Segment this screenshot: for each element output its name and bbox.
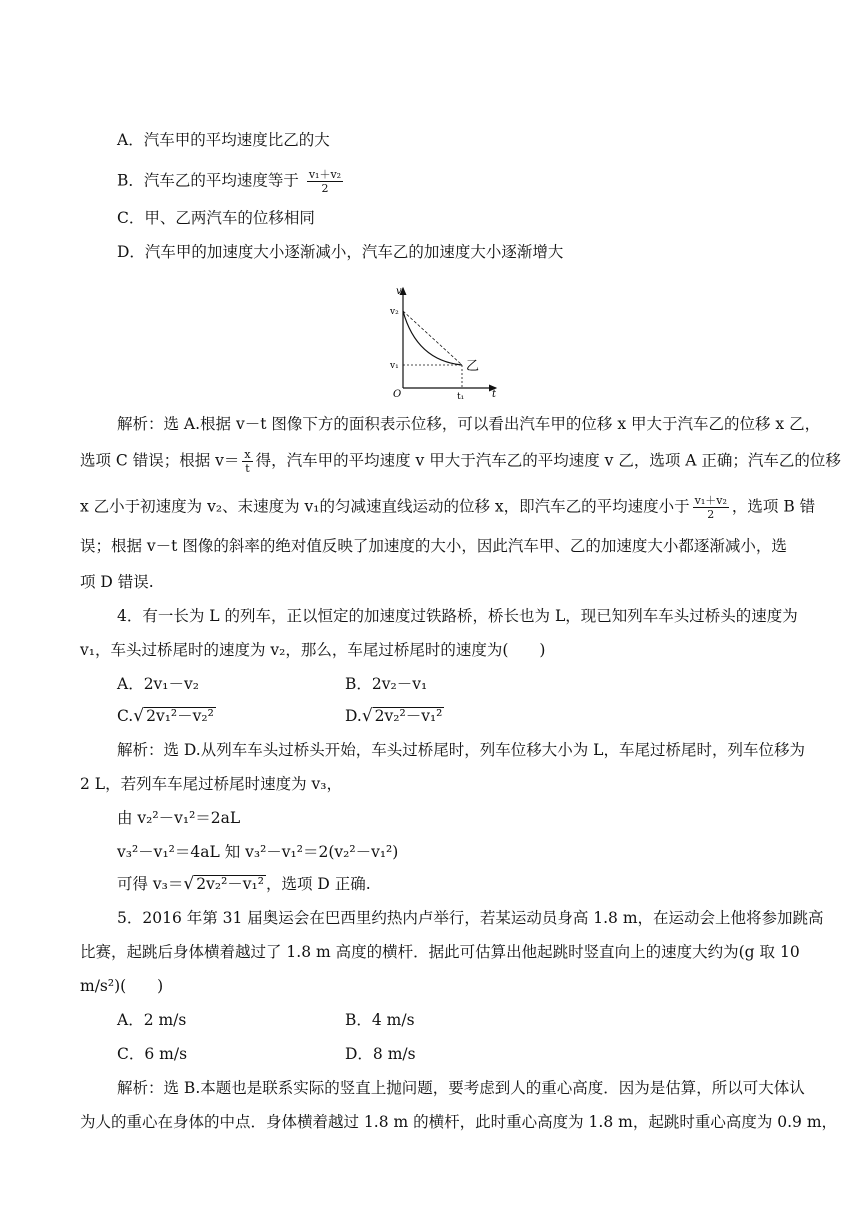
- sqrt-icon: √: [361, 706, 373, 726]
- q4-equation-2: v₃²－v₁²＝4aL 知 v₃²－v₁²＝2(v₂²－v₁²): [117, 843, 399, 861]
- option-letter: D.: [345, 707, 362, 725]
- fraction-denominator: 2: [321, 182, 329, 195]
- q3-option-b-fraction: [307, 168, 343, 195]
- q3-option-b: [117, 168, 346, 195]
- sqrt-icon: √: [133, 706, 145, 726]
- analysis-text: x 乙小于初速度为 v₂、末速度为 v₁的匀减速直线运动的位移 x，即汽车乙的平均速度小于: [80, 497, 690, 516]
- fraction-numerator: v₁＋v₂: [308, 168, 342, 181]
- origin-label: O: [393, 389, 402, 400]
- v2-label: v₂: [390, 307, 399, 317]
- q3-option-a: A．汽车甲的平均速度比乙的大: [117, 131, 330, 149]
- q3-analysis-line-4: 误；根据 v－t 图像的斜率的绝对值反映了加速度的大小，因此汽车甲、乙的加速度大小都逐渐减小，选: [80, 537, 787, 555]
- sqrt-radicand: 2v₁²－v₂²: [146, 707, 214, 725]
- jia-line: [403, 311, 462, 365]
- x-over-t-fraction: [242, 448, 252, 475]
- q5-analysis-line-1: 解析：选 B.本题也是联系实际的竖直上抛问题，要考虑到人的重心高度．因为是估算，所以可大体认: [117, 1079, 805, 1097]
- q4-option-b: B．2v₂－v₁: [345, 675, 428, 693]
- q3-analysis-line-3: [80, 494, 815, 521]
- q3-analysis-line-2: [80, 448, 841, 475]
- q4-analysis-line-2: 2 L，若列车车尾过桥尾时速度为 v₃，: [80, 775, 342, 793]
- v1-label: v₁: [390, 361, 399, 371]
- v-axis-label: v: [396, 286, 402, 297]
- q4-stem-line-1: 4．有一长为 L 的列车，正以恒定的加速度过铁路桥，桥长也为 L，现已知列车车头过桥头的速度为: [117, 607, 798, 625]
- fraction-denominator: 2: [707, 508, 715, 521]
- equation-text: 可得 v₃＝: [117, 875, 184, 893]
- q5-stem-line-3: m/s²)( ): [80, 977, 164, 995]
- analysis-text: ，选项 B 错: [731, 497, 816, 516]
- fraction-numerator: x: [244, 448, 251, 461]
- q5-option-b: B．4 m/s: [345, 1011, 415, 1029]
- q4-option-d: [345, 706, 444, 726]
- q5-option-a: A．2 m/s: [117, 1011, 187, 1029]
- analysis-text: 选项 C 错误；根据 v＝: [80, 451, 240, 470]
- q5-option-c: C．6 m/s: [117, 1045, 188, 1063]
- sqrt-icon: √: [183, 874, 195, 894]
- q4-equation-1: 由 v₂²－v₁²＝2aL: [117, 809, 241, 827]
- analysis-text: 得，汽车甲的平均速度 v 甲大于汽车乙的平均速度 v 乙，选项 A 正确；汽车乙的位移: [255, 451, 841, 470]
- q3-option-b-text: B．汽车乙的平均速度等于: [117, 171, 299, 190]
- equation-text: ，选项 D 正确.: [265, 875, 371, 893]
- q3-analysis-line-1: 解析：选 A.根据 v－t 图像下方的面积表示位移，可以看出汽车甲的位移 x 甲大于汽车乙的位移 x 乙，: [117, 415, 821, 433]
- q5-stem-line-1: 5．2016 年第 31 届奥运会在巴西里约热内卢举行，若某运动员身高 1.8 m，在运动会上他将参加跳高: [117, 909, 824, 927]
- q4-equation-3: [117, 874, 371, 894]
- sqrt-radicand: 2v₂²－v₁²: [196, 875, 264, 893]
- q3-option-c: C．甲、乙两汽车的位移相同: [117, 209, 315, 227]
- avg-velocity-fraction: [693, 494, 729, 521]
- q4-analysis-line-1: 解析：选 D.从列车车头过桥头开始，车头过桥尾时，列车位移大小为 L，车尾过桥尾时，列车位移为: [117, 741, 805, 759]
- option-letter: C.: [117, 707, 134, 725]
- sqrt-radicand: 2v₂²－v₁²: [374, 707, 443, 725]
- q5-option-d: D．8 m/s: [345, 1045, 416, 1063]
- t-axis-label: t: [492, 389, 497, 400]
- q5-stem-line-2: 比赛，起跳后身体横着越过了 1.8 m 高度的横杆．据此可估算出他起跳时竖直向上的速度大约为(g 取 10: [80, 943, 800, 961]
- t1-label: t₁: [457, 392, 465, 400]
- q4-stem-line-2: v₁，车头过桥尾时的速度为 v₂，那么，车尾过桥尾时的速度为( ): [80, 641, 546, 659]
- yi-label: 乙: [466, 359, 480, 374]
- fraction-numerator: v₁＋v₂: [694, 494, 727, 507]
- q4-option-a: A．2v₁－v₂: [117, 675, 199, 693]
- fraction-denominator: t: [245, 462, 250, 475]
- q3-analysis-line-5: 项 D 错误.: [80, 573, 154, 591]
- vt-graph: [384, 280, 504, 400]
- q5-analysis-line-2: 为人的重心在身体的中点．身体横着越过 1.8 m 的横杆，此时重心高度为 1.8 m，起跳时重心高度为 0.9 m，: [80, 1113, 838, 1131]
- q3-option-d: D．汽车甲的加速度大小逐渐减小，汽车乙的加速度大小逐渐增大: [117, 243, 564, 261]
- q4-option-c: [117, 706, 216, 726]
